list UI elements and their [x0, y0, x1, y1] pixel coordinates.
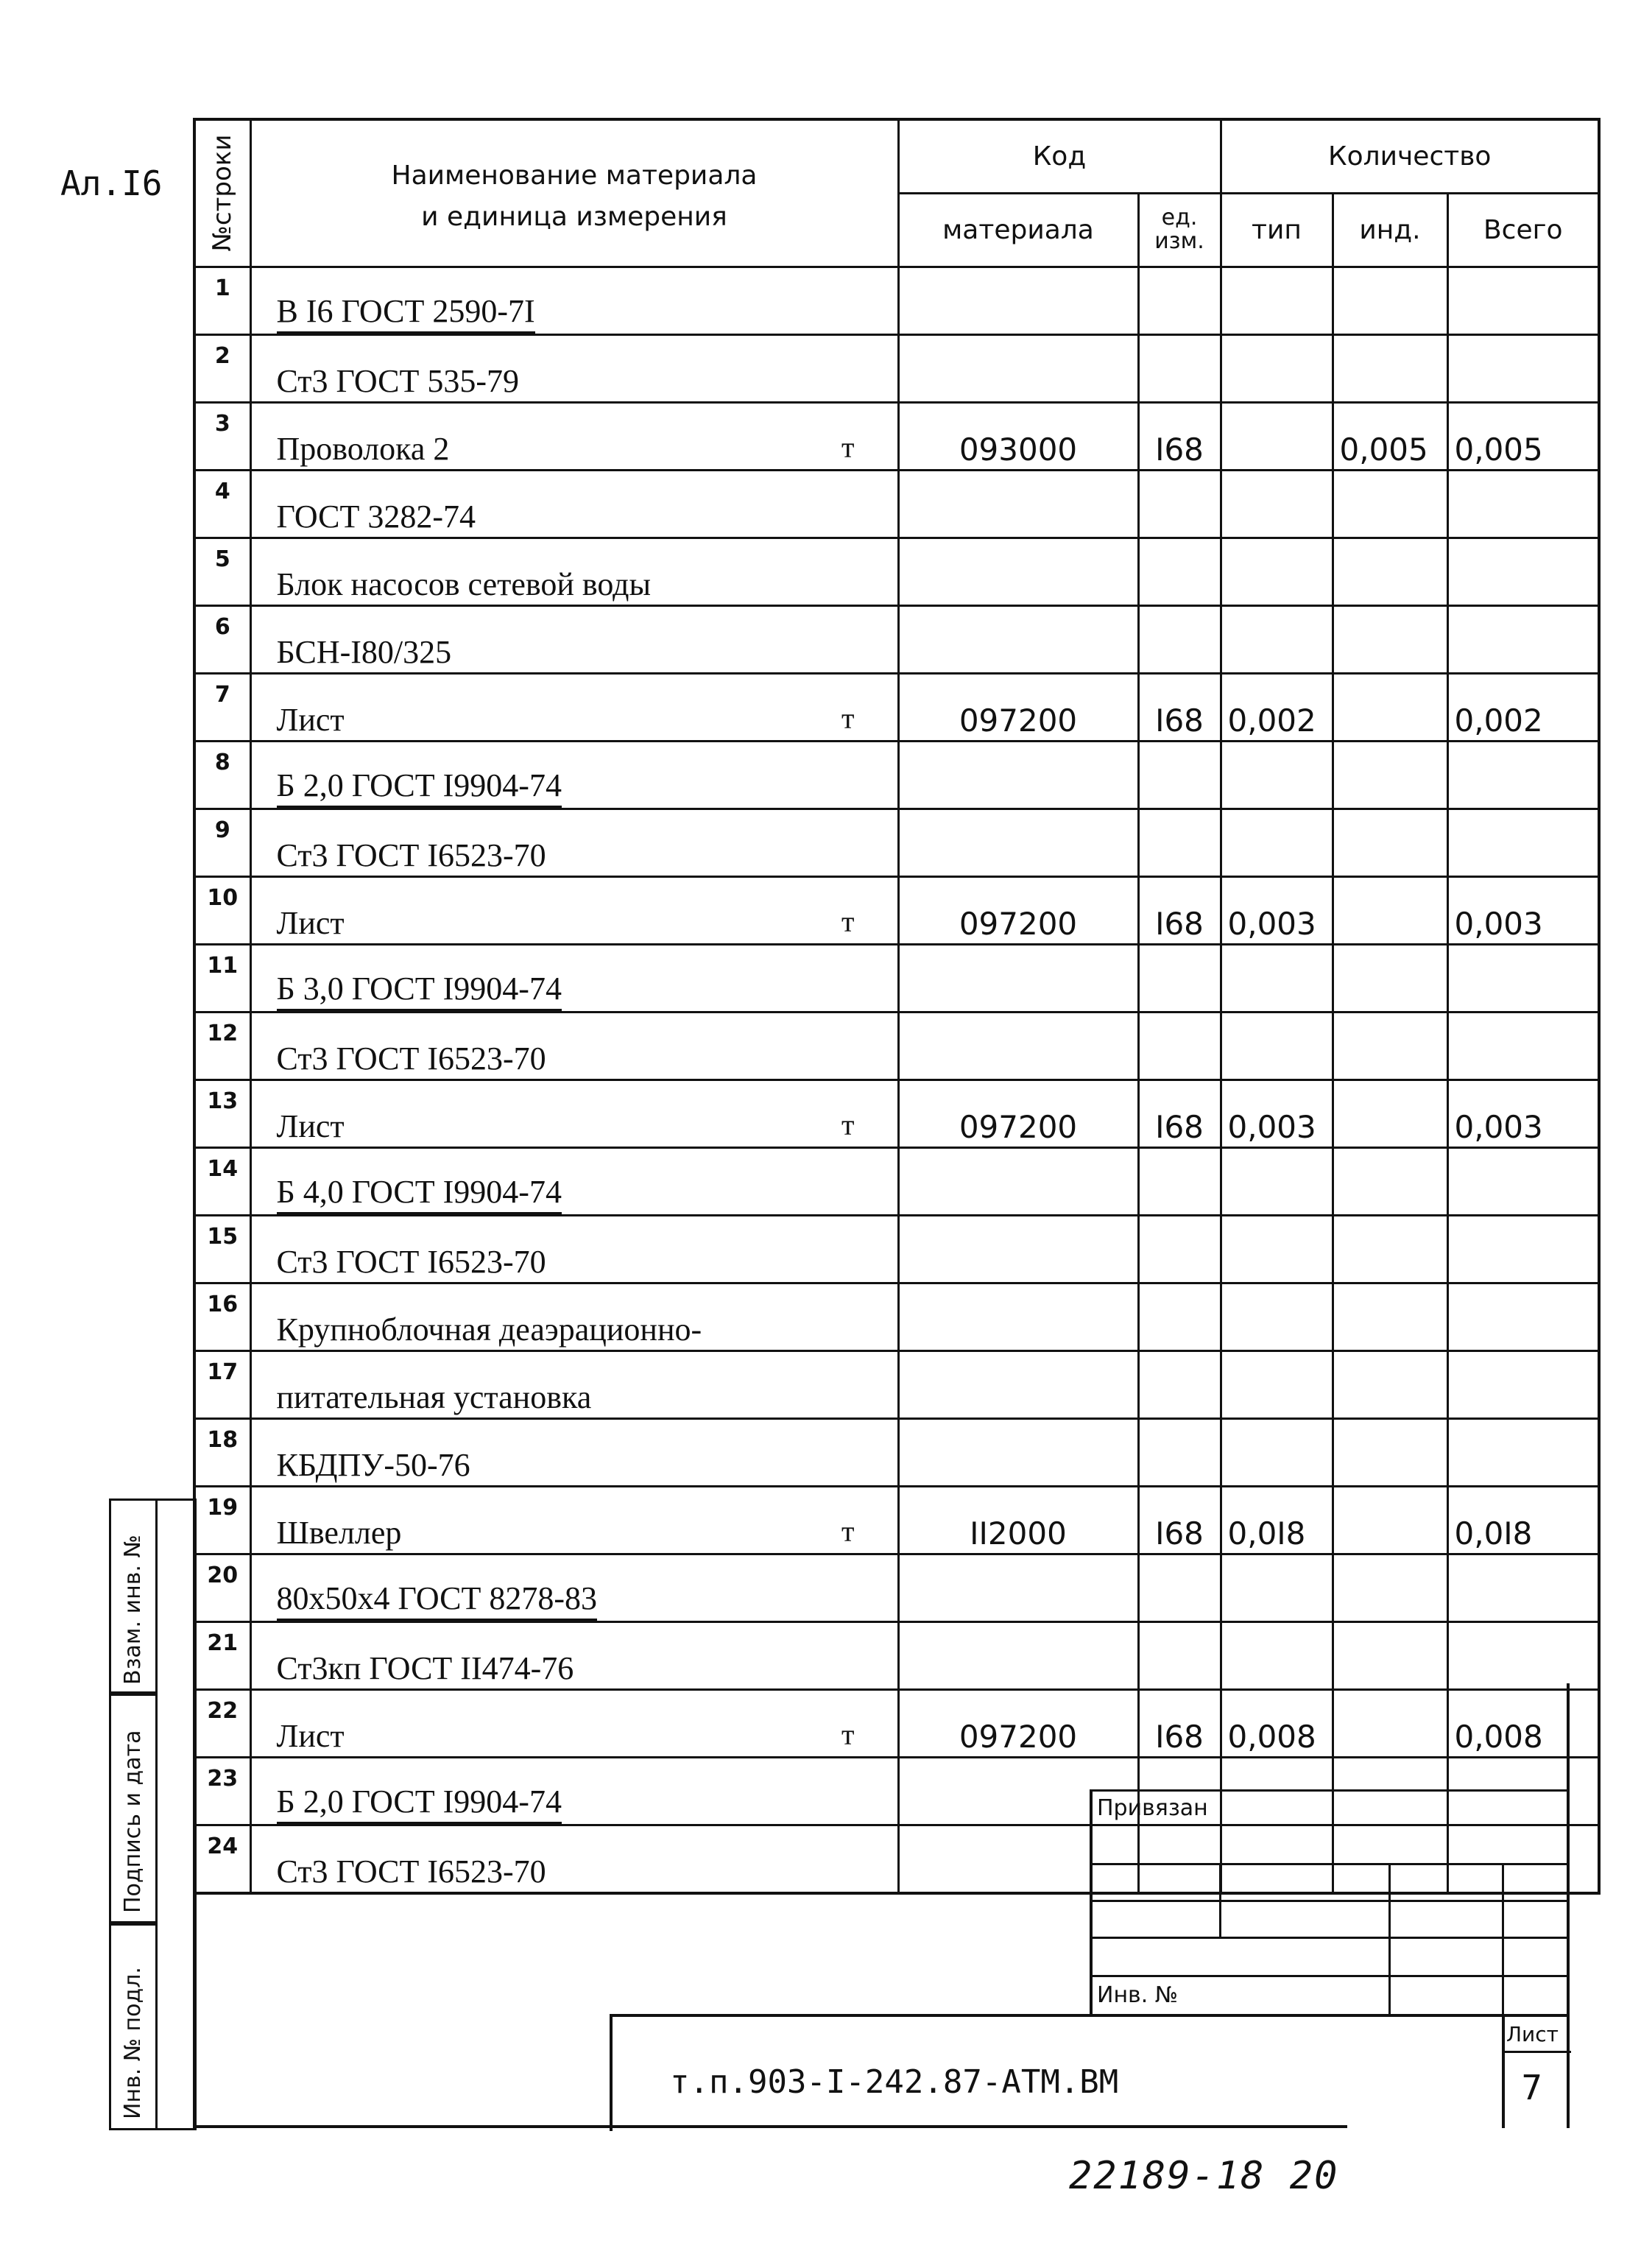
unit-of-measure: т	[841, 1107, 855, 1141]
material-name-cell	[250, 605, 898, 673]
table-row	[194, 470, 1599, 538]
unit-code: I68	[1138, 876, 1221, 944]
material-code: 097200	[898, 1689, 1138, 1757]
table-row	[194, 334, 1599, 402]
table-row	[194, 673, 1599, 741]
table-row	[194, 1689, 1599, 1757]
material-name-cell	[250, 944, 898, 1012]
sign-label: Подпись и дата	[120, 1730, 146, 1913]
material-name-cell	[250, 809, 898, 876]
unit-code	[1138, 1012, 1221, 1080]
quantity-ind	[1333, 1080, 1447, 1147]
row-number: 6	[194, 605, 250, 673]
unit-of-measure: т	[841, 701, 855, 735]
quantity-typ	[1221, 741, 1333, 809]
header-row-number: №строки	[194, 119, 250, 267]
material-name: Ст3 ГОСТ I6523-70	[276, 1243, 546, 1280]
material-name: В I6 ГОСТ 2590-7I	[277, 292, 535, 334]
frame-left-line	[193, 1683, 196, 2128]
row-number: 21	[194, 1621, 250, 1689]
quantity-ind	[1333, 944, 1447, 1012]
material-name-cell	[250, 470, 898, 538]
material-code: 093000	[898, 402, 1138, 470]
material-name: Ст3 ГОСТ I6523-70	[276, 1853, 546, 1890]
table-row	[194, 1080, 1599, 1147]
material-code	[898, 1350, 1138, 1418]
table-row	[194, 605, 1599, 673]
quantity-total	[1447, 1147, 1599, 1215]
unit-code	[1138, 605, 1221, 673]
quantity-typ	[1221, 1418, 1333, 1486]
header-ind: инд.	[1333, 193, 1447, 267]
material-name-cell	[250, 1283, 898, 1350]
quantity-ind	[1333, 1283, 1447, 1350]
quantity-typ	[1221, 1012, 1333, 1080]
unit-code	[1138, 1554, 1221, 1621]
material-name-cell	[250, 1621, 898, 1689]
materials-table	[193, 118, 1601, 1895]
material-code	[898, 1554, 1138, 1621]
material-name-cell	[250, 1825, 898, 1893]
material-name: Лист	[276, 904, 345, 941]
quantity-total	[1447, 334, 1599, 402]
material-code	[898, 538, 1138, 605]
header-code: Код	[898, 119, 1221, 193]
table-row	[194, 1418, 1599, 1486]
row-number: 3	[194, 402, 250, 470]
header-material-code: материала	[898, 193, 1138, 267]
quantity-ind	[1333, 673, 1447, 741]
unit-of-measure: т	[841, 430, 855, 464]
row-number: 23	[194, 1757, 250, 1825]
table-row	[194, 809, 1599, 876]
material-code: II2000	[898, 1486, 1138, 1554]
material-name-cell	[250, 1486, 898, 1554]
material-code	[898, 1012, 1138, 1080]
row-number: 24	[194, 1825, 250, 1893]
quantity-total	[1447, 741, 1599, 809]
material-name: Лист	[276, 1717, 345, 1754]
material-name-cell	[250, 1418, 898, 1486]
quantity-total: 0,005	[1447, 402, 1599, 470]
quantity-total: 0,008	[1447, 1689, 1599, 1757]
quantity-ind	[1333, 334, 1447, 402]
inventory-number-label: Инв. №	[1097, 1982, 1179, 2008]
unit-code	[1138, 1621, 1221, 1689]
quantity-ind	[1333, 1012, 1447, 1080]
table-row	[194, 1554, 1599, 1621]
row-number: 13	[194, 1080, 250, 1147]
material-code	[898, 1418, 1138, 1486]
quantity-total	[1447, 809, 1599, 876]
quantity-typ	[1221, 1621, 1333, 1689]
material-code: 097200	[898, 876, 1138, 944]
material-code	[898, 1215, 1138, 1283]
quantity-ind	[1333, 1621, 1447, 1689]
unit-code	[1138, 1147, 1221, 1215]
quantity-ind	[1333, 1418, 1447, 1486]
vzam-box	[109, 1498, 158, 1696]
material-name-cell	[250, 1147, 898, 1215]
material-name-cell	[250, 267, 898, 334]
quantity-typ	[1221, 1350, 1333, 1418]
material-name: КБДПУ-50-76	[276, 1446, 470, 1483]
material-name: Швеллер	[276, 1514, 402, 1551]
quantity-typ	[1221, 1554, 1333, 1621]
quantity-total	[1447, 605, 1599, 673]
quantity-ind	[1333, 605, 1447, 673]
quantity-ind	[1333, 741, 1447, 809]
row-number: 16	[194, 1283, 250, 1350]
inv-label: Инв. № подл.	[120, 1967, 146, 2119]
material-name-cell	[250, 876, 898, 944]
material-name: Лист	[276, 1107, 345, 1144]
quantity-total	[1447, 1621, 1599, 1689]
unit-code	[1138, 334, 1221, 402]
row-number: 7	[194, 673, 250, 741]
tie-in-label: Привязан	[1097, 1795, 1208, 1821]
material-name-cell	[250, 1689, 898, 1757]
unit-code	[1138, 470, 1221, 538]
sheet-word-label: Лист	[1506, 2022, 1559, 2046]
row-number: 10	[194, 876, 250, 944]
sign-box	[109, 1691, 158, 1926]
row-number: 5	[194, 538, 250, 605]
unit-code	[1138, 1283, 1221, 1350]
material-name-cell	[250, 402, 898, 470]
inv-box	[109, 1921, 158, 2130]
material-name: ГОСТ 3282-74	[276, 498, 476, 535]
tie-in-block	[1090, 1789, 1568, 2015]
material-name: Б 3,0 ГОСТ I9904-74	[277, 970, 562, 1011]
quantity-typ	[1221, 334, 1333, 402]
row-number: 1	[194, 267, 250, 334]
material-name: Ст3 ГОСТ I6523-70	[276, 1040, 546, 1077]
quantity-typ	[1221, 402, 1333, 470]
material-name-cell	[250, 1080, 898, 1147]
quantity-total	[1447, 1418, 1599, 1486]
quantity-ind	[1333, 267, 1447, 334]
table-row	[194, 402, 1599, 470]
header-material-name: Наименование материала и единица измерения	[250, 119, 898, 267]
material-name: Крупноблочная деаэрационно-	[276, 1311, 702, 1348]
quantity-total: 0,002	[1447, 673, 1599, 741]
quantity-ind	[1333, 1554, 1447, 1621]
quantity-total	[1447, 1215, 1599, 1283]
material-name-cell	[250, 538, 898, 605]
material-name-cell	[250, 1350, 898, 1418]
row-number: 2	[194, 334, 250, 402]
vzam-label: Взам. инв. №	[120, 1535, 146, 1685]
unit-code: I68	[1138, 673, 1221, 741]
margin-stamp	[109, 1498, 194, 2128]
table-row	[194, 1012, 1599, 1080]
unit-of-measure: т	[841, 1514, 855, 1548]
material-name-cell	[250, 1012, 898, 1080]
quantity-ind	[1333, 1689, 1447, 1757]
quantity-total	[1447, 1350, 1599, 1418]
table-row	[194, 944, 1599, 1012]
quantity-typ	[1221, 267, 1333, 334]
material-name-cell	[250, 1757, 898, 1825]
row-number: 17	[194, 1350, 250, 1418]
material-name-cell	[250, 673, 898, 741]
material-code	[898, 741, 1138, 809]
quantity-total: 0,003	[1447, 876, 1599, 944]
material-code	[898, 1283, 1138, 1350]
quantity-ind	[1333, 1486, 1447, 1554]
row-number: 12	[194, 1012, 250, 1080]
material-name: Проволока 2	[276, 430, 450, 467]
quantity-ind	[1333, 1350, 1447, 1418]
material-name: Б 2,0 ГОСТ I9904-74	[277, 767, 562, 808]
material-name: БСН-I80/325	[276, 633, 452, 670]
quantity-ind	[1333, 876, 1447, 944]
unit-code: I68	[1138, 1486, 1221, 1554]
table-row	[194, 1486, 1599, 1554]
quantity-ind	[1333, 809, 1447, 876]
quantity-ind: 0,005	[1333, 402, 1447, 470]
row-number: 8	[194, 741, 250, 809]
material-name: Лист	[276, 701, 345, 738]
quantity-typ	[1221, 809, 1333, 876]
row-number: 20	[194, 1554, 250, 1621]
quantity-typ	[1221, 1215, 1333, 1283]
table-row	[194, 741, 1599, 809]
document-code: т.п.903-I-242.87-АТМ.ВМ	[670, 2063, 1119, 2101]
quantity-typ: 0,003	[1221, 876, 1333, 944]
quantity-total	[1447, 470, 1599, 538]
header-total: Всего	[1447, 193, 1599, 267]
material-code	[898, 267, 1138, 334]
header-unit: ед. изм.	[1138, 193, 1221, 267]
quantity-ind	[1333, 538, 1447, 605]
quantity-total: 0,003	[1447, 1080, 1599, 1147]
unit-code	[1138, 267, 1221, 334]
unit-code: I68	[1138, 402, 1221, 470]
material-name-cell	[250, 741, 898, 809]
table-row	[194, 267, 1599, 334]
header-typ: тип	[1221, 193, 1333, 267]
material-code	[898, 1147, 1138, 1215]
quantity-typ	[1221, 470, 1333, 538]
sheet-number: 7	[1521, 2068, 1543, 2107]
quantity-typ: 0,008	[1221, 1689, 1333, 1757]
quantity-typ: 0,003	[1221, 1080, 1333, 1147]
material-name: Б 2,0 ГОСТ I9904-74	[277, 1783, 562, 1824]
material-name: Б 4,0 ГОСТ I9904-74	[277, 1173, 562, 1214]
quantity-typ: 0,002	[1221, 673, 1333, 741]
header-quantity: Количество	[1221, 119, 1599, 193]
material-code: 097200	[898, 673, 1138, 741]
material-name: Ст3кп ГОСТ II474-76	[276, 1649, 574, 1686]
unit-code	[1138, 809, 1221, 876]
material-name: Ст3 ГОСТ I6523-70	[276, 837, 546, 873]
sheet-label: Ал.I6	[60, 163, 163, 203]
unit-code	[1138, 1418, 1221, 1486]
material-name-cell	[250, 1554, 898, 1621]
quantity-ind	[1333, 1215, 1447, 1283]
material-name: Блок насосов сетевой воды	[276, 566, 652, 602]
quantity-total	[1447, 1283, 1599, 1350]
quantity-total: 0,0I8	[1447, 1486, 1599, 1554]
quantity-typ	[1221, 1283, 1333, 1350]
unit-of-measure: т	[841, 1717, 855, 1751]
quantity-total	[1447, 1554, 1599, 1621]
unit-code	[1138, 1350, 1221, 1418]
material-code	[898, 470, 1138, 538]
row-number: 4	[194, 470, 250, 538]
table-row	[194, 1215, 1599, 1283]
table-row	[194, 1621, 1599, 1689]
row-number: 22	[194, 1689, 250, 1757]
quantity-typ	[1221, 1147, 1333, 1215]
material-code	[898, 944, 1138, 1012]
table-row	[194, 1147, 1599, 1215]
quantity-total	[1447, 944, 1599, 1012]
row-number: 9	[194, 809, 250, 876]
material-name-cell	[250, 334, 898, 402]
material-name-cell	[250, 1215, 898, 1283]
row-number: 19	[194, 1486, 250, 1554]
material-code	[898, 334, 1138, 402]
quantity-total	[1447, 1012, 1599, 1080]
quantity-typ	[1221, 605, 1333, 673]
table-row	[194, 1350, 1599, 1418]
table-row	[194, 1283, 1599, 1350]
handwritten-number: 22189-18 20	[1069, 2154, 1339, 2198]
quantity-ind	[1333, 470, 1447, 538]
table-body	[194, 267, 1599, 1893]
unit-code	[1138, 741, 1221, 809]
material-name: питательная установка	[276, 1378, 592, 1415]
row-number: 15	[194, 1215, 250, 1283]
material-code: 097200	[898, 1080, 1138, 1147]
material-name: 80x50x4 ГОСТ 8278-83	[277, 1580, 598, 1621]
unit-code	[1138, 1215, 1221, 1283]
row-number: 14	[194, 1147, 250, 1215]
material-name: Ст3 ГОСТ 535-79	[276, 362, 520, 399]
unit-code	[1138, 538, 1221, 605]
table-row	[194, 876, 1599, 944]
quantity-total	[1447, 267, 1599, 334]
unit-code: I68	[1138, 1689, 1221, 1757]
quantity-typ	[1221, 538, 1333, 605]
material-code	[898, 809, 1138, 876]
material-code	[898, 1621, 1138, 1689]
quantity-total	[1447, 538, 1599, 605]
row-number: 11	[194, 944, 250, 1012]
table-row	[194, 538, 1599, 605]
row-number: 18	[194, 1418, 250, 1486]
quantity-ind	[1333, 1147, 1447, 1215]
quantity-typ	[1221, 944, 1333, 1012]
unit-code	[1138, 944, 1221, 1012]
material-code	[898, 605, 1138, 673]
quantity-typ: 0,0I8	[1221, 1486, 1333, 1554]
unit-code: I68	[1138, 1080, 1221, 1147]
sign-column	[153, 1498, 197, 2130]
unit-of-measure: т	[841, 904, 855, 938]
